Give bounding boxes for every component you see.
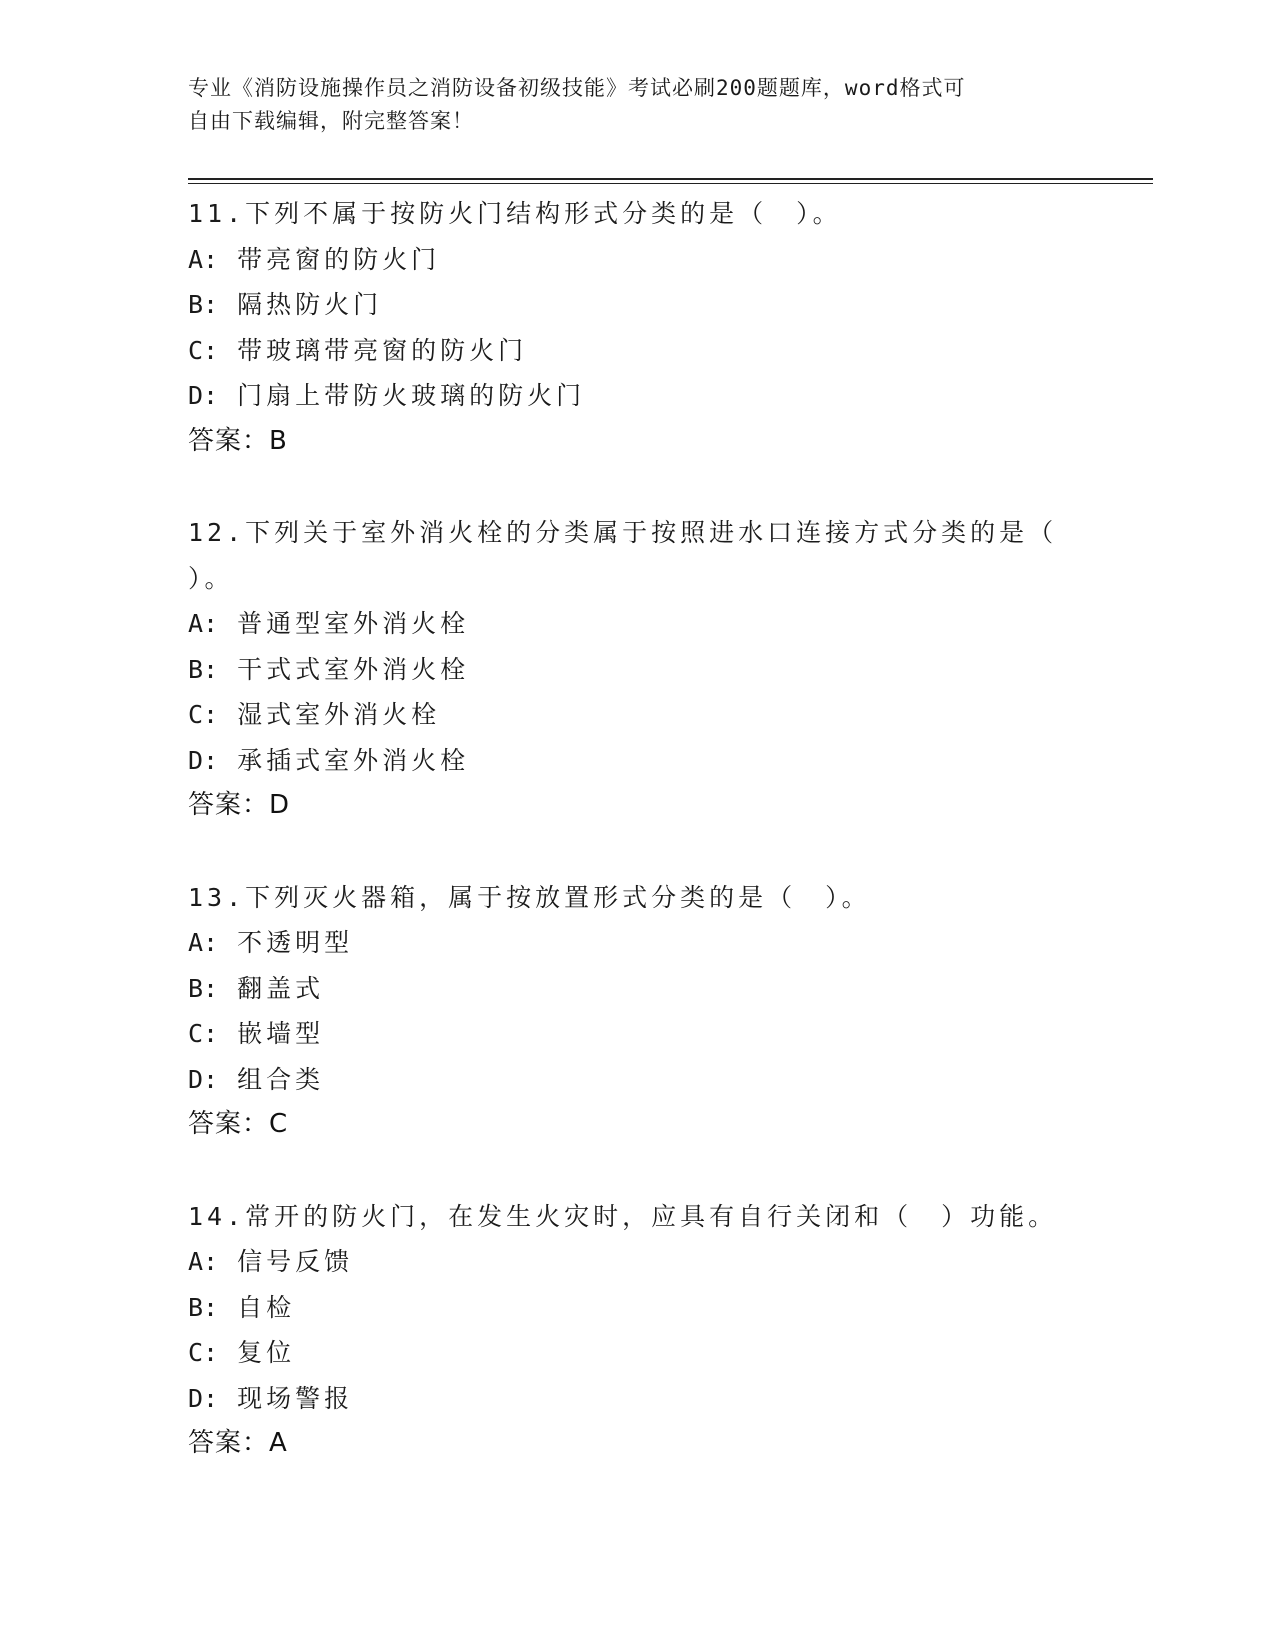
option-d — [188, 1376, 1088, 1422]
option-letter: D: — [188, 1064, 219, 1094]
option-letter: C: — [188, 700, 219, 729]
header-divider-thick — [188, 178, 1153, 180]
question-14 — [188, 1194, 1088, 1467]
option-c — [188, 1011, 1088, 1057]
question-stem: 12.下列关于室外消火栓的分类属于按照进水口连接方式分类的是（ — [188, 518, 1058, 547]
option-b — [188, 282, 1088, 328]
option-text: 门扇上带防火玻璃的防火门 — [237, 381, 586, 410]
answer-label: 答案：D — [188, 790, 291, 820]
option-d — [188, 738, 1088, 784]
option-text: 现场警报 — [237, 1383, 354, 1413]
question-stem-continued: ）。 — [188, 563, 234, 593]
option-text: 干式式室外消火栓 — [237, 654, 470, 684]
option-letter: B: — [188, 290, 219, 319]
option-letter: A: — [188, 928, 219, 957]
option-text: 承插式室外消火栓 — [237, 745, 470, 775]
option-text: 带亮窗的防火门 — [237, 244, 441, 274]
option-letter: D: — [188, 745, 219, 775]
header-line-2: 自由下载编辑，附完整答案！ — [188, 109, 474, 133]
option-letter: A: — [188, 1247, 219, 1276]
answer-label: 答案：A — [188, 1428, 288, 1458]
option-letter: B: — [188, 1292, 219, 1322]
option-text: 普通型室外消火栓 — [237, 609, 470, 638]
option-letter: D: — [188, 1383, 219, 1413]
question-12 — [188, 510, 1088, 829]
answer-label: 答案：C — [188, 1109, 289, 1139]
option-text: 湿式室外消火栓 — [237, 700, 441, 729]
document-header — [188, 72, 1088, 138]
option-letter: C: — [188, 1019, 219, 1048]
option-d — [188, 373, 1088, 419]
option-text: 带玻璃带亮窗的防火门 — [237, 335, 528, 365]
option-c — [188, 692, 1088, 738]
answer-label: 答案：B — [188, 425, 288, 456]
question-list — [188, 191, 1088, 1513]
option-d — [188, 1057, 1088, 1103]
option-text: 嵌墙型 — [237, 1019, 325, 1048]
option-c — [188, 328, 1088, 374]
option-letter: B: — [188, 973, 219, 1003]
header-divider-thin — [188, 183, 1153, 184]
option-b — [188, 966, 1088, 1012]
option-text: 翻盖式 — [237, 973, 325, 1003]
option-a — [188, 1239, 1088, 1285]
option-text: 不透明型 — [237, 928, 354, 957]
option-text: 复位 — [237, 1338, 296, 1367]
option-text: 组合类 — [237, 1064, 325, 1094]
question-stem: 13.下列灭火器箱，属于按放置形式分类的是（ ）。 — [188, 882, 871, 912]
option-letter: C: — [188, 1338, 219, 1367]
header-line-1: 专业《消防设施操作员之消防设备初级技能》考试必刷200题题库，word格式可 — [188, 76, 966, 100]
option-a — [188, 601, 1088, 647]
option-text: 隔热防火门 — [237, 290, 383, 319]
option-text: 信号反馈 — [237, 1247, 354, 1276]
question-stem: 11.下列不属于按防火门结构形式分类的是（ ）。 — [188, 199, 842, 228]
option-letter: A: — [188, 609, 219, 638]
option-a — [188, 920, 1088, 966]
question-11 — [188, 191, 1088, 464]
option-letter: D: — [188, 381, 219, 410]
option-letter: A: — [188, 244, 219, 274]
question-stem: 14.常开的防火门，在发生火灾时，应具有自行关闭和（ ）功能。 — [188, 1201, 1058, 1231]
option-b — [188, 1285, 1088, 1331]
option-letter: B: — [188, 654, 219, 684]
option-b — [188, 647, 1088, 693]
question-13 — [188, 875, 1088, 1148]
option-letter: C: — [188, 335, 219, 365]
option-a — [188, 237, 1088, 283]
option-c — [188, 1330, 1088, 1376]
option-text: 自检 — [237, 1292, 296, 1322]
